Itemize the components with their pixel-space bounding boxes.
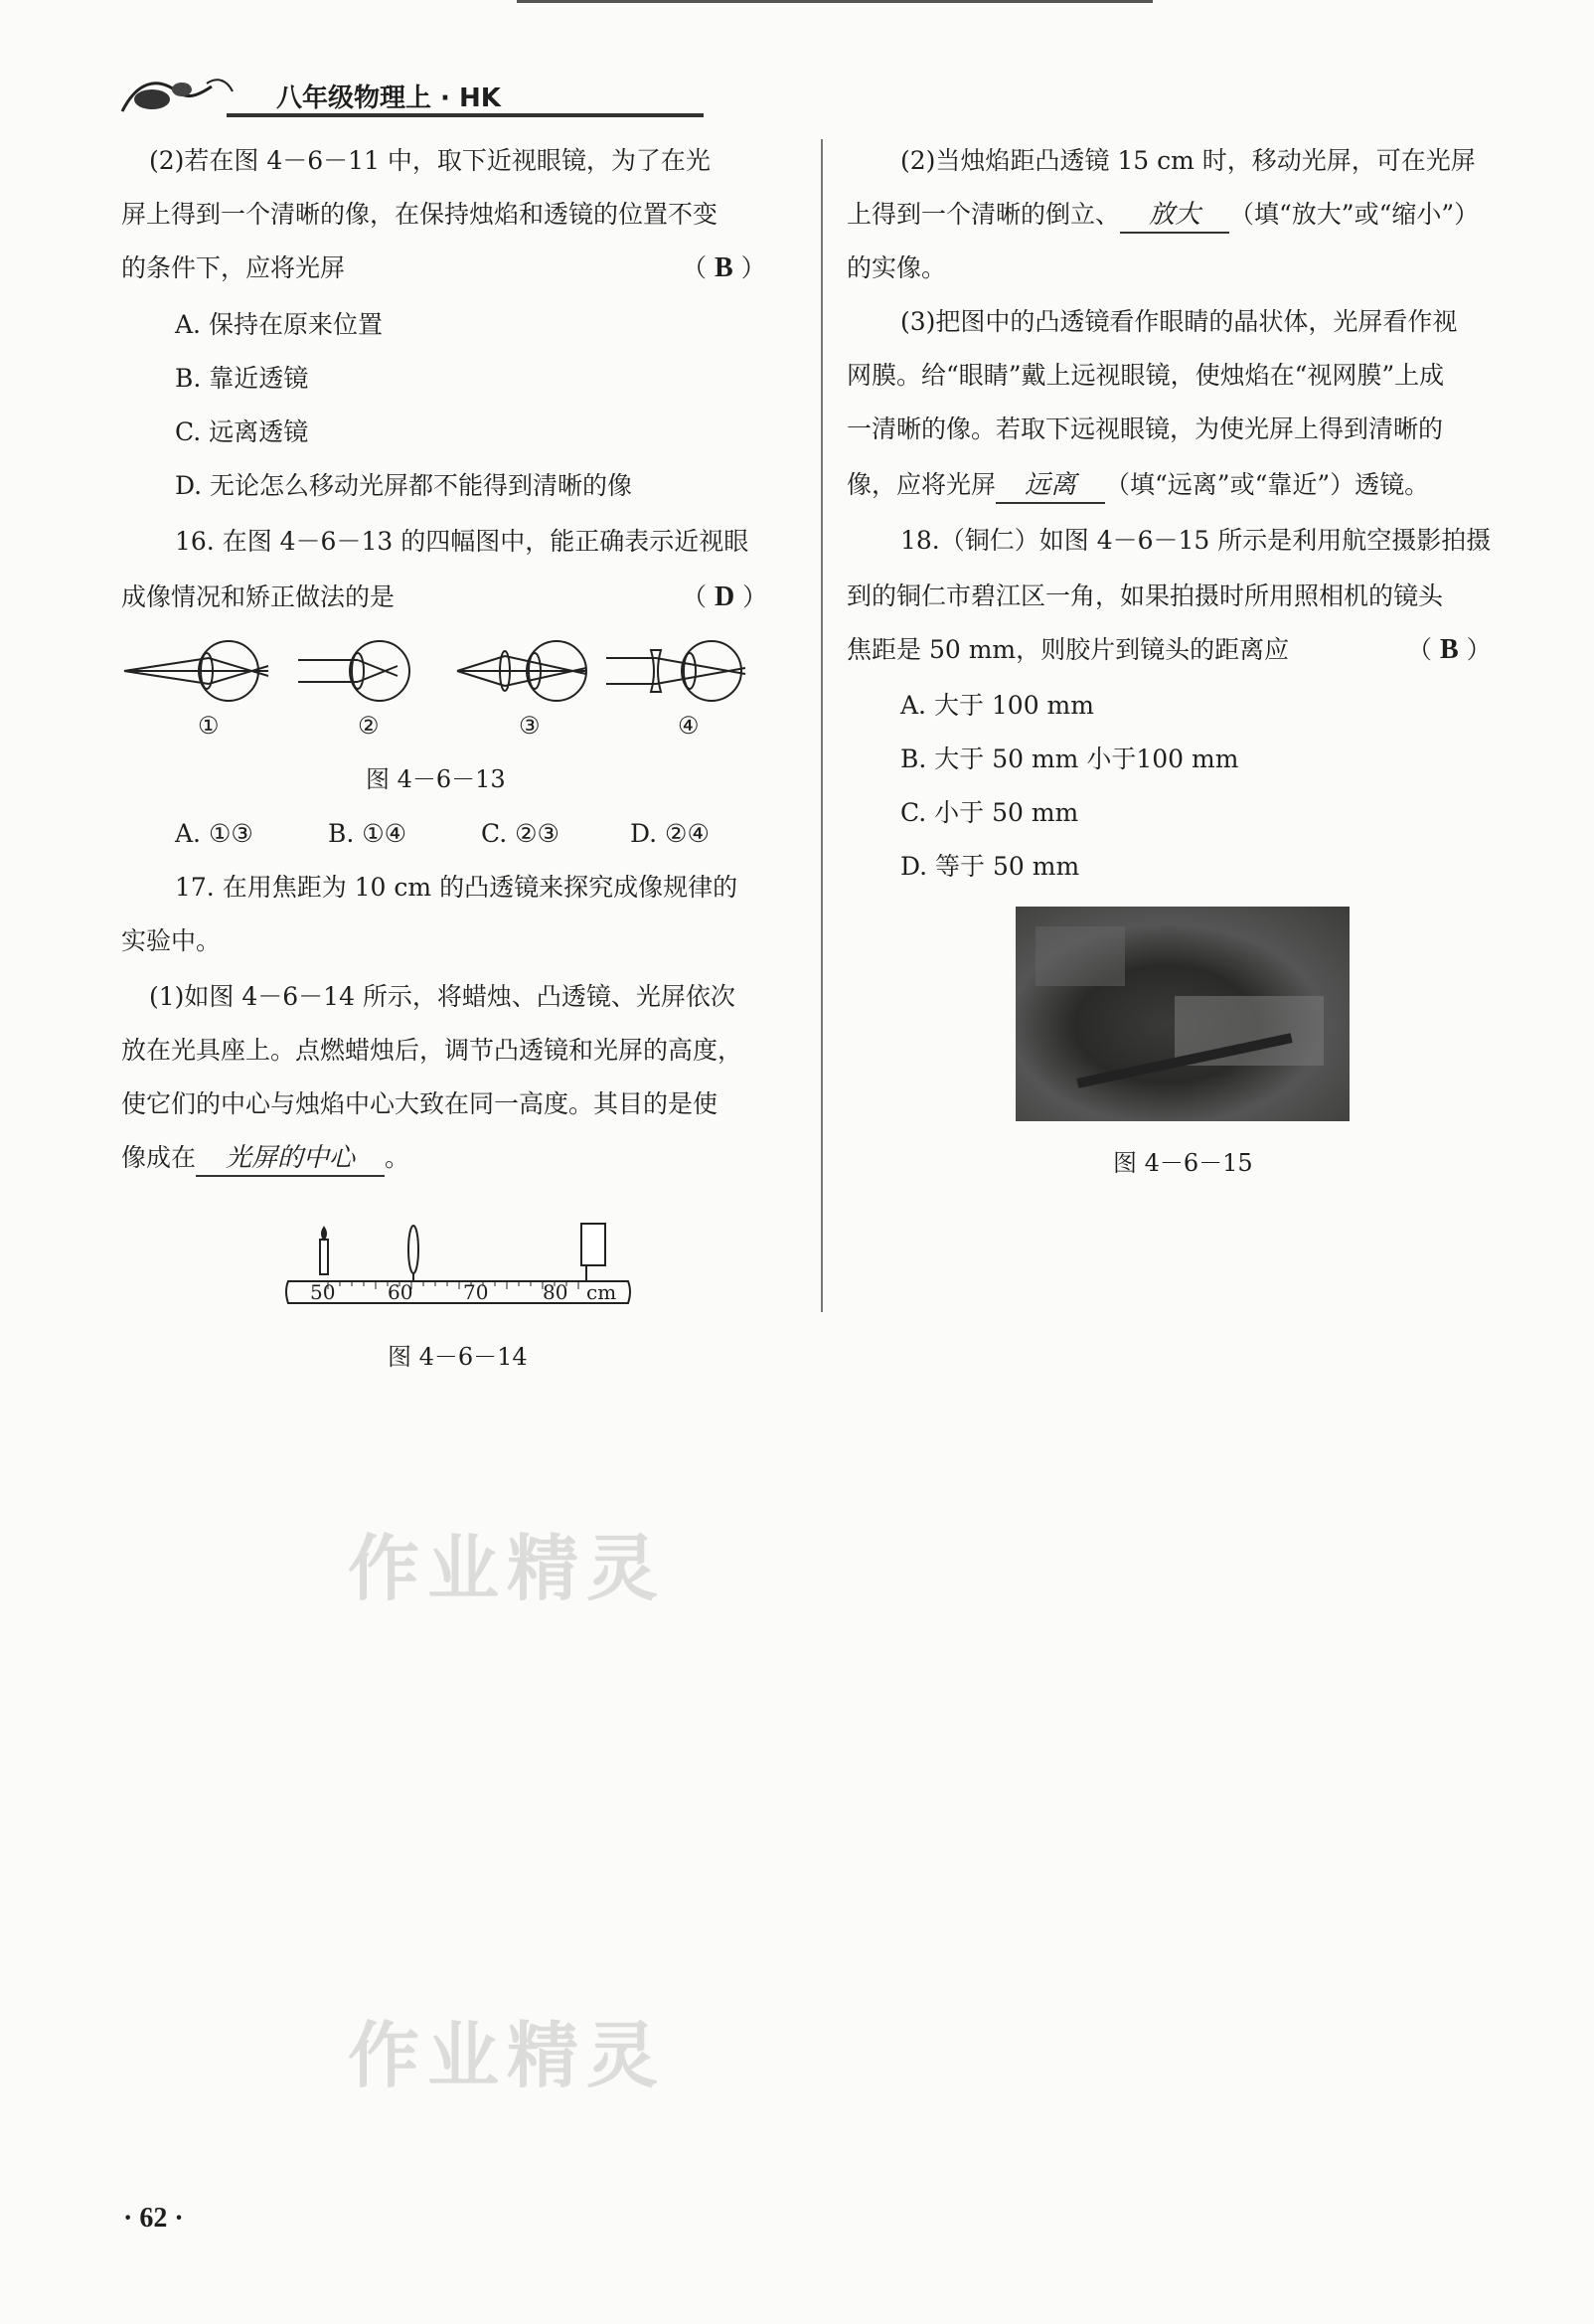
q18-caption: 图 4－6－15 [1113, 1149, 1253, 1177]
q17-line1: 17. 在用焦距为 10 cm 的凸透镜来探究成像规律的 [175, 873, 738, 902]
ruler-label-70: 70 [463, 1280, 489, 1304]
q18-answer-bracket: （ B ） [1407, 634, 1492, 665]
q17-2-line2-post: （填“放大”或“缩小”） [1229, 200, 1480, 229]
q16-caption: 图 4－6－13 [366, 765, 506, 793]
q16-choice-a: A. ①③ [175, 819, 253, 848]
ruler-label-80: 80 [543, 1280, 568, 1304]
q17-2-line1: (2)当烛焰距凸透镜 15 cm 时，移动光屏，可在光屏 [900, 146, 1476, 175]
page-number: · 62 · [123, 2203, 184, 2234]
q18-answer: B [1439, 634, 1459, 665]
q16-fig-label-1: ① [198, 712, 220, 740]
q17-3-blank: 远离 [996, 468, 1105, 504]
ruler-label-60: 60 [388, 1280, 413, 1304]
q18-line3: 焦距是 50 mm，则胶片到镜头的距离应 [847, 635, 1290, 664]
q17-3-line4-pre: 像，应将光屏 [847, 470, 997, 499]
watermark-1: 作业精灵 [348, 1527, 667, 1610]
q18-option-a: A. 大于 100 mm [900, 691, 1094, 720]
q17-3-line1: (3)把图中的凸透镜看作眼睛的晶状体，光屏看作视 [900, 307, 1458, 336]
q18-line1: 18.（铜仁）如图 4－6－15 所示是利用航空摄影拍摄 [900, 526, 1492, 555]
q17-3-line3: 一清晰的像。若取下远视眼镜，为使光屏上得到清晰的 [847, 415, 1444, 443]
q17-1-line4 [121, 1131, 409, 1185]
q15-2-option-b: B. 靠近透镜 [175, 364, 309, 393]
q16-fig-label-3: ③ [519, 712, 541, 740]
q17-1-line4-pre: 像成在 [121, 1143, 197, 1172]
q17-2-line2 [847, 188, 1479, 242]
q17-1-blank: 光屏的中心 [196, 1141, 385, 1177]
q17-1-line3: 使它们的中心与烛焰中心大致在同一高度。其目的是使 [121, 1089, 718, 1118]
q17-1-line2: 放在光具座上。点燃蜡烛后，调节凸透镜和光屏的高度， [121, 1036, 743, 1065]
header [117, 72, 594, 121]
ruler-label-50: 50 [310, 1280, 336, 1304]
q15-2-option-d: D. 无论怎么移动光屏都不能得到清晰的像 [175, 471, 633, 500]
ruler-label-cm: cm [586, 1280, 617, 1304]
q17-2-line2-pre: 上得到一个清晰的倒立、 [847, 200, 1121, 229]
q17-2-line3: 的实像。 [847, 253, 947, 282]
q18-line2: 到的铜仁市碧江区一角，如果拍摄时所用照相机的镜头 [847, 581, 1444, 610]
q18-option-b: B. 大于 50 mm 小于100 mm [900, 745, 1239, 773]
q15-2-answer: B [714, 252, 733, 283]
watermark-2: 作业精灵 [348, 2014, 667, 2097]
q17-1-line4-post: 。 [385, 1143, 410, 1172]
q18-option-d: D. 等于 50 mm [900, 852, 1080, 881]
q16-line2: 成像情况和矫正做法的是 [121, 582, 396, 611]
q16-choice-b: B. ①④ [328, 819, 407, 848]
header-rule [227, 113, 704, 117]
q17-3-line2: 网膜。给“眼睛”戴上远视眼镜，使烛焰在“视网膜”上成 [847, 361, 1445, 390]
aerial-photo [1016, 907, 1350, 1121]
q16-fig-label-4: ④ [678, 712, 700, 740]
q15-2-line2: 屏上得到一个清晰的像，在保持烛焰和透镜的位置不变 [121, 200, 718, 229]
q15-2-line3: 的条件下，应将光屏 [121, 253, 346, 282]
q15-2-option-a: A. 保持在原来位置 [175, 310, 383, 339]
top-edge [517, 0, 1153, 3]
q18-option-c: C. 小于 50 mm [900, 798, 1079, 827]
q17-caption: 图 4－6－14 [388, 1343, 528, 1371]
q16-fig-label-2: ② [358, 712, 380, 740]
q16-line1: 16. 在图 4－6－13 的四幅图中，能正确表示近视眼 [175, 527, 749, 556]
q17-3-line4 [847, 458, 1429, 512]
q16-choice-d: D. ②④ [630, 819, 710, 848]
q16-answer: D [714, 581, 735, 612]
q16-answer-bracket: （ D ） [682, 581, 768, 612]
q17-3-line4-post: （填“远离”或“靠近”）透镜。 [1105, 470, 1430, 499]
q15-2-answer-bracket: （ B ） [682, 252, 766, 283]
q15-2-option-c: C. 远离透镜 [175, 417, 309, 446]
q17-1-line1: (1)如图 4－6－14 所示，将蜡烛、凸透镜、光屏依次 [149, 982, 735, 1011]
q15-2-line1: (2)若在图 4－6－11 中，取下近视眼镜，为了在光 [149, 146, 711, 175]
q16-choice-c: C. ②③ [481, 819, 559, 848]
q17-line2: 实验中。 [121, 926, 222, 955]
q17-2-blank: 放大 [1120, 198, 1229, 234]
ornament-icon [117, 72, 237, 121]
header-title: 八年级物理上 · HK [276, 83, 501, 113]
column-divider [821, 139, 823, 1312]
